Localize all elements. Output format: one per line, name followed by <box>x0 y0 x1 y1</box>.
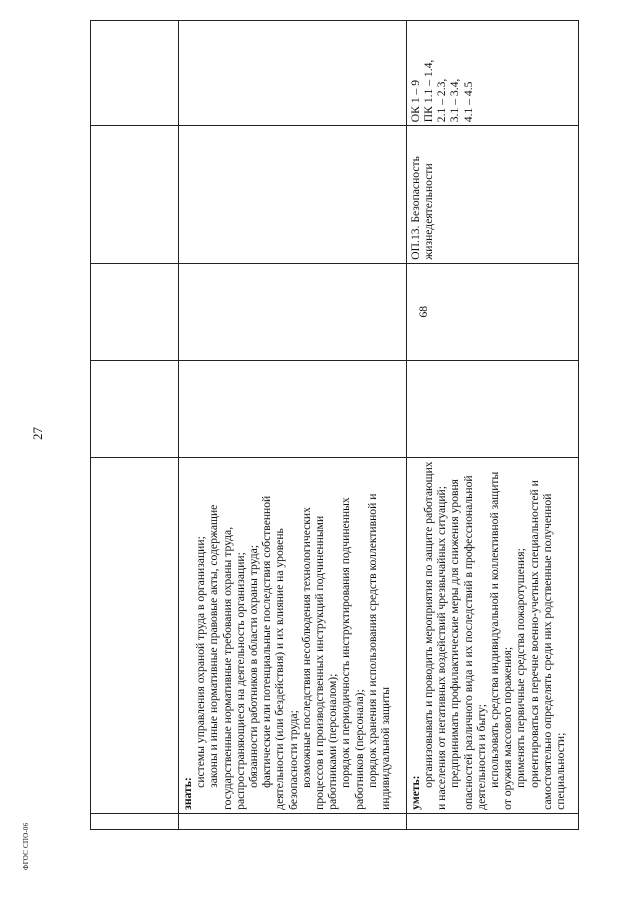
cell-text-main <box>179 457 407 813</box>
cell-code-skills <box>406 813 578 829</box>
cell-competencies-main <box>179 21 407 126</box>
knowledge-item: порядок и периодичность инструктирования подчиненных работников (персонала); <box>339 497 366 810</box>
cell-discipline-skills <box>406 126 578 264</box>
skills-item: предпринимать профилактические меры для снижения уровня опасностей различного вида и их последствий в профессиональной деятельности и быту; <box>448 475 488 810</box>
cell-hours-main <box>179 263 407 360</box>
cell-code-top <box>91 813 179 829</box>
cell-max-load-top <box>91 360 179 457</box>
footer-code: ФГОС СПО-06 <box>22 822 30 870</box>
knowledge-item: обязанности работников в области охраны труда; <box>247 545 261 788</box>
table-row-skills <box>406 21 578 830</box>
table-row-main <box>179 21 407 830</box>
cell-max-load-skills <box>406 360 578 457</box>
cell-code-main <box>179 813 407 829</box>
cell-text-skills <box>406 457 578 813</box>
cell-competencies-skills <box>406 21 578 126</box>
skills-item: применять первичные средства пожаротушения; <box>514 548 528 788</box>
cell-discipline-top <box>91 126 179 264</box>
competencies-list: ОК 1 – 9 ПК 1.1 – 1.4, 2.1 – 2.3, 3.1 – 3.4, 4.1 – 4.5 <box>408 59 475 123</box>
knowledge-item: законы и иные нормативные правовые акты, содержащие государственные нормативные требования охраны труда, распространяющиеся на деятельность организации; <box>207 504 247 810</box>
page-number: 27 <box>30 427 45 440</box>
skills-item: ориентироваться в перечне военно-учетных специальностей и самостоятельно определять среди них родственные полученной специальности; <box>527 480 568 810</box>
knowledge-heading: знать: <box>181 777 194 810</box>
knowledge-item: фактические или потенциальные последствия собственной деятельности (или бездействия) и их влияние на уровень безопасности труда; <box>260 495 300 810</box>
cell-max-load-main <box>179 360 407 457</box>
cell-text-top <box>91 457 179 813</box>
table-row-top <box>91 21 179 830</box>
discipline-name: ОП.13. Безопасность жизнедеятельности <box>408 156 436 260</box>
cell-hours-top <box>91 263 179 360</box>
hours-value: 68 <box>416 305 430 318</box>
cell-discipline-main <box>179 126 407 264</box>
knowledge-item: системы управления охраной труда в организации; <box>194 536 208 788</box>
knowledge-item: порядок хранения и использования средств коллективной и индивидуальной защиты <box>365 493 393 810</box>
skills-heading: уметь: <box>408 775 422 810</box>
curriculum-table-wrapper <box>90 20 579 830</box>
knowledge-item: возможные последствия несоблюдения технологических процессов и производственных инструкций подчиненными работниками (персоналом); <box>299 507 340 810</box>
curriculum-table <box>90 20 579 830</box>
cell-hours-skills <box>406 263 578 360</box>
skills-item: организовывать и проводить мероприятия по защите работающих и населения от негативных воздействий чрезвычайных ситуаций; <box>422 461 449 810</box>
skills-item: использовать средства индивидуальной и коллективной защиты от оружия массового поражения; <box>488 471 515 810</box>
cell-competencies-top <box>91 21 179 126</box>
